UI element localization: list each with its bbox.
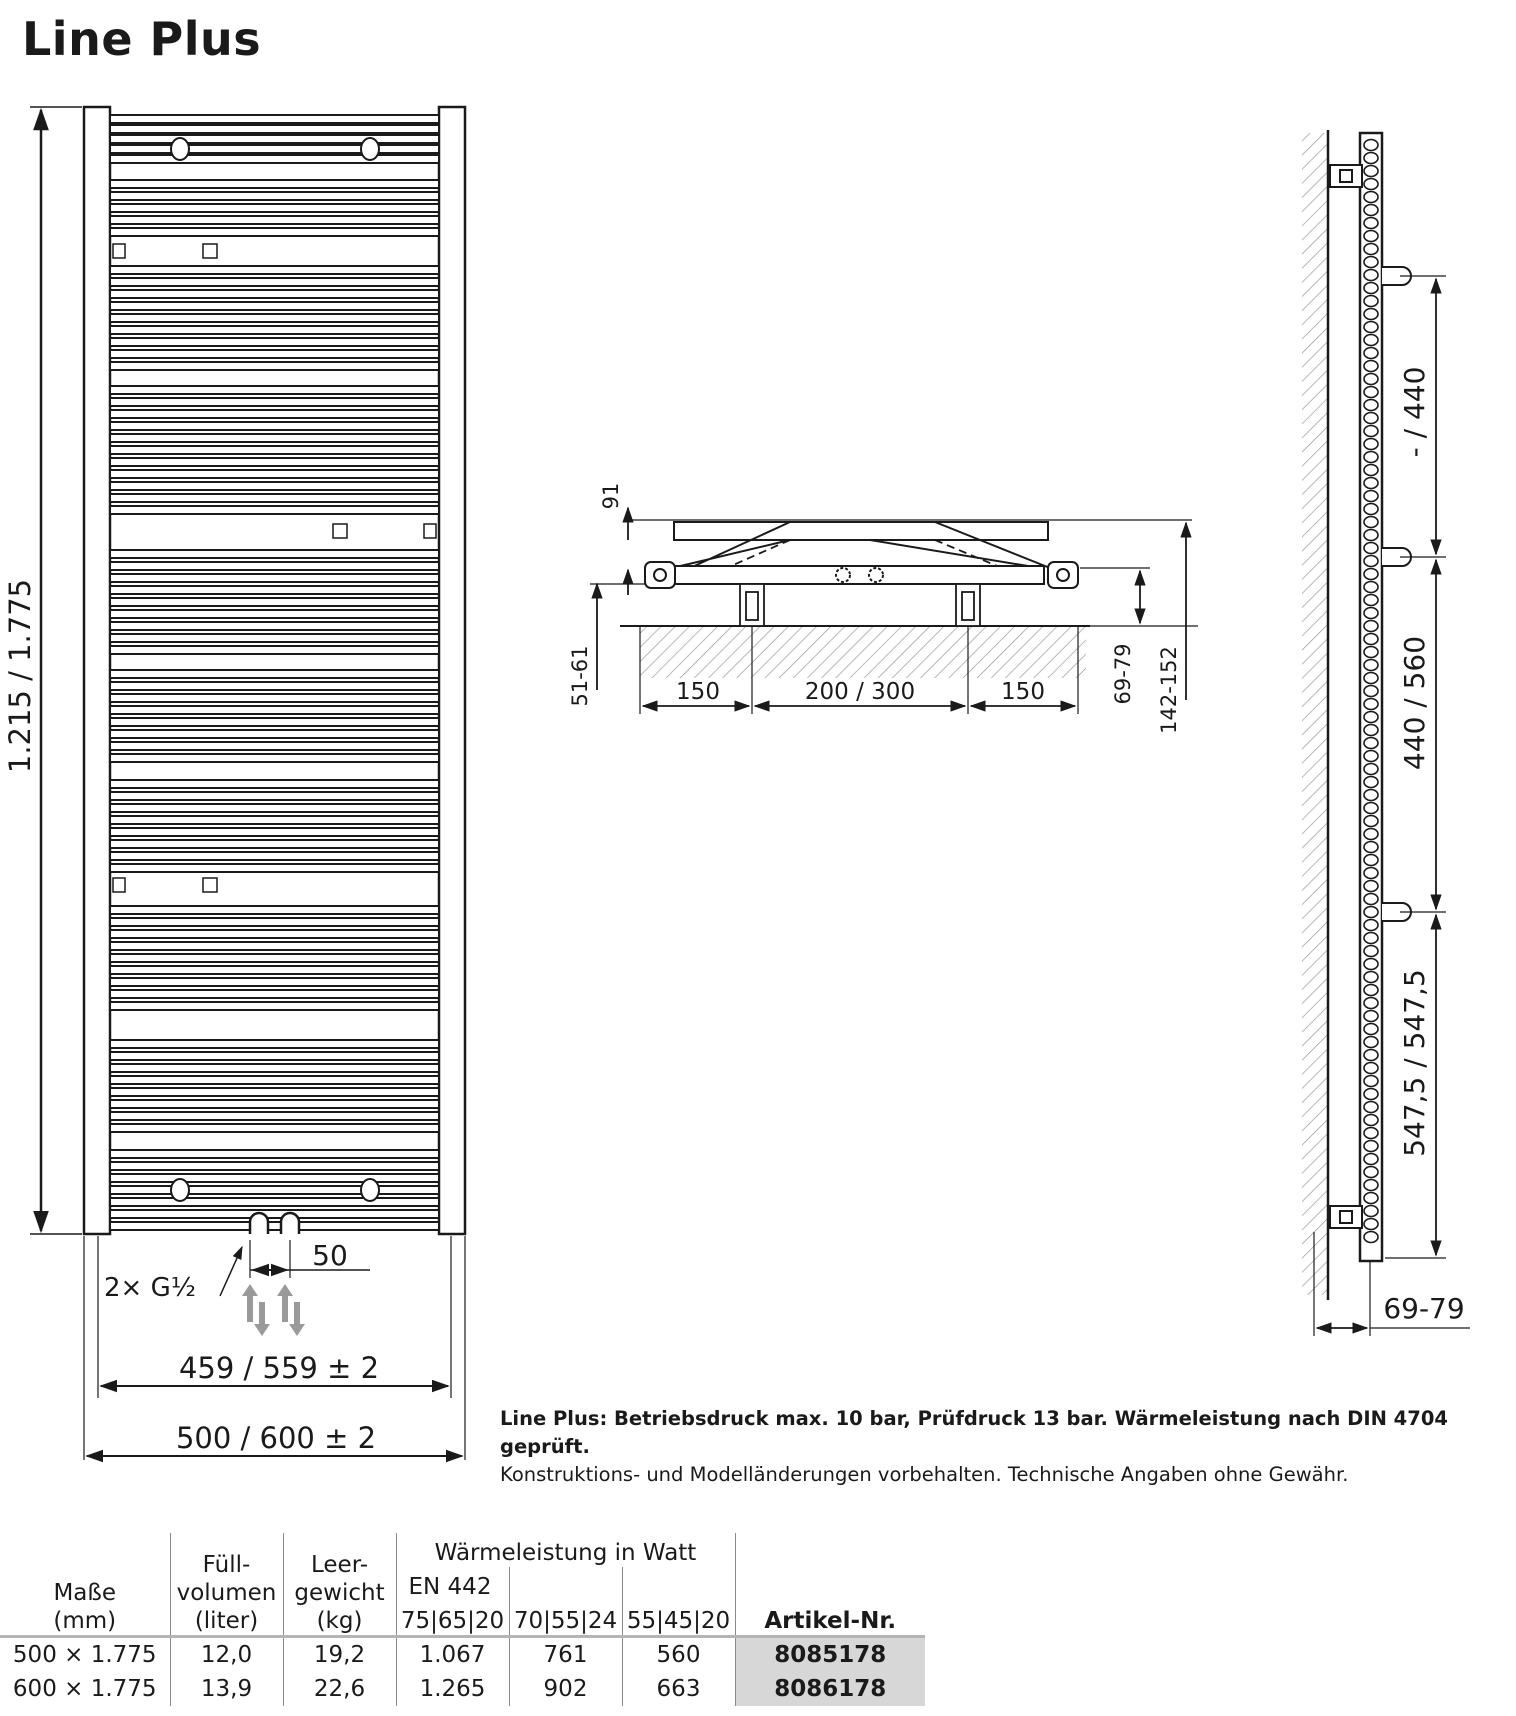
outer-width-label: 500 / 600 ± 2 — [175, 1421, 377, 1455]
header-dims: Maße (mm) — [53, 1580, 117, 1634]
horizontal-rails — [110, 115, 439, 1230]
cell-output-1: 1.067 — [396, 1637, 509, 1673]
height-label: 1.215 / 1.775 — [3, 578, 37, 774]
wall-offset-label: 51-61 — [568, 645, 592, 707]
radiator-top-edge — [674, 522, 1048, 540]
table-header-row-1 — [0, 1533, 925, 1567]
right-side-tube — [439, 107, 465, 1234]
span-left-label: 150 — [676, 679, 720, 705]
header-volume: Füll- volumen (liter) — [170, 1533, 283, 1637]
wall-distance-label: 69-79 — [1383, 1292, 1465, 1325]
top-view — [568, 483, 1198, 734]
header-article: Artikel-Nr. — [735, 1533, 925, 1637]
bracket-mid-label: 440 / 560 — [1398, 635, 1431, 771]
cell-dims: 600 × 1.775 — [12, 1676, 157, 1702]
bracket-top-label: - / 440 — [1398, 366, 1431, 458]
table-row — [0, 1672, 925, 1706]
cell-output-3: 663 — [622, 1672, 735, 1706]
notes-line-2: Konstruktions- und Modelländerungen vorbehalten. Technische Angaben ohne Gewähr. — [500, 1463, 1349, 1486]
spacing-label: 50 — [312, 1239, 348, 1272]
flow-arrows-icon — [242, 1284, 305, 1336]
header-temp-2: 70|55|24 — [509, 1601, 622, 1637]
header-temp-1: 75|65|20 — [396, 1601, 509, 1637]
wall-hatch — [640, 626, 1086, 678]
wall-bar — [672, 566, 1044, 584]
header-norm: EN 442 — [396, 1567, 509, 1601]
depth-top-label: 91 — [599, 482, 623, 510]
header-weight: Leer- gewicht (kg) — [283, 1533, 396, 1637]
header-output: Wärmeleistung in Watt — [396, 1533, 735, 1567]
technical-notes — [500, 1405, 1516, 1489]
header-temp-3: 55|45|20 — [622, 1601, 735, 1637]
spec-table — [0, 1533, 925, 1706]
connection-label: 2× G½ — [104, 1273, 196, 1303]
page-title: Line Plus — [22, 12, 262, 66]
cell-output-2: 761 — [509, 1637, 622, 1673]
inner-width-label: 459 / 559 ± 2 — [178, 1351, 380, 1385]
notes-line-1: Line Plus: Betriebsdruck max. 10 bar, Prüfdruck 13 bar. Wärmeleistung nach DIN 4704 geprüft. — [500, 1407, 1448, 1458]
side-view — [1302, 130, 1470, 1336]
left-side-tube — [84, 107, 110, 1234]
cell-output-1: 1.265 — [396, 1672, 509, 1706]
bracket-bottom-label: 547,5 / 547,5 — [1398, 969, 1431, 1157]
table-row — [0, 1637, 925, 1673]
cell-article: 8086178 — [735, 1672, 925, 1706]
cell-volume: 12,0 — [170, 1637, 283, 1673]
pipe-depth-label: 69-79 — [1111, 643, 1135, 705]
cell-weight: 19,2 — [283, 1637, 396, 1673]
cell-dims: 500 × 1.775 — [0, 1637, 170, 1673]
cell-output-3: 560 — [622, 1637, 735, 1673]
cell-weight: 22,6 — [283, 1672, 396, 1706]
front-view — [3, 107, 465, 1460]
cell-article: 8085178 — [735, 1637, 925, 1673]
cell-output-2: 902 — [509, 1672, 622, 1706]
cell-volume: 13,9 — [170, 1672, 283, 1706]
span-right-label: 150 — [1001, 679, 1045, 705]
total-depth-label: 142-152 — [1157, 646, 1181, 734]
side-wall-hatch — [1302, 133, 1328, 1295]
span-middle-label: 200 / 300 — [804, 679, 916, 705]
